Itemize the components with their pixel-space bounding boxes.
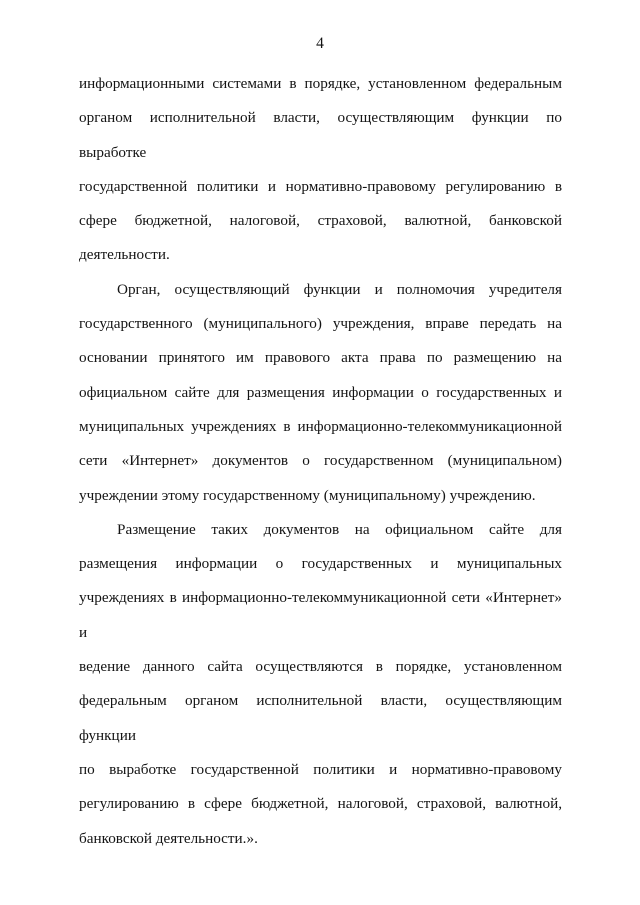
text-line: по выработке государственной политики и нормативно-правовому (79, 760, 562, 778)
text-line: информационными системами в порядке, установленном федеральным (79, 75, 562, 92)
text-line: размещения информации о государственных и муниципальных (79, 555, 562, 573)
page-number: 4 (316, 35, 324, 52)
paragraph-3 (79, 513, 562, 856)
text-line: органом исполнительной власти, осуществляющим функции по выработке (79, 109, 562, 161)
paragraph-2 (79, 273, 562, 513)
paragraph-1 (79, 67, 562, 273)
text-line: основании принятого им правового акта права по размещению на (79, 349, 562, 367)
text-line: Размещение таких документов на официальном сайте для (117, 520, 562, 538)
text-line: государственного (муниципального) учреждения, вправе передать на (79, 315, 562, 333)
text-line: государственной политики и нормативно-правовому регулированию в (79, 177, 562, 195)
text-line: учреждении этому государственному (муниципальному) учреждению. (79, 486, 536, 504)
text-line: сети «Интернет» документов о государственном (муниципальном) (79, 452, 562, 470)
text-line: официальном сайте для размещения информации о государственных и (79, 383, 562, 401)
text-line: федеральным органом исполнительной власти, осуществляющим функции (79, 692, 562, 744)
text-line: учреждениях в информационно-телекоммуникационной сети «Интернет» и (79, 589, 562, 641)
document-body (79, 67, 562, 856)
text-line: регулированию в сфере бюджетной, налоговой, страховой, валютной, (79, 795, 562, 813)
text-line: Орган, осуществляющий функции и полномочия учредителя (117, 280, 562, 298)
text-line: муниципальных учреждениях в информационно-телекоммуникационной (79, 417, 562, 435)
text-line: сфере бюджетной, налоговой, страховой, валютной, банковской (79, 212, 562, 230)
text-line: деятельности. (79, 246, 170, 264)
text-line: ведение данного сайта осуществляются в порядке, установленном (79, 658, 562, 676)
text-line: банковской деятельности.». (79, 829, 258, 847)
